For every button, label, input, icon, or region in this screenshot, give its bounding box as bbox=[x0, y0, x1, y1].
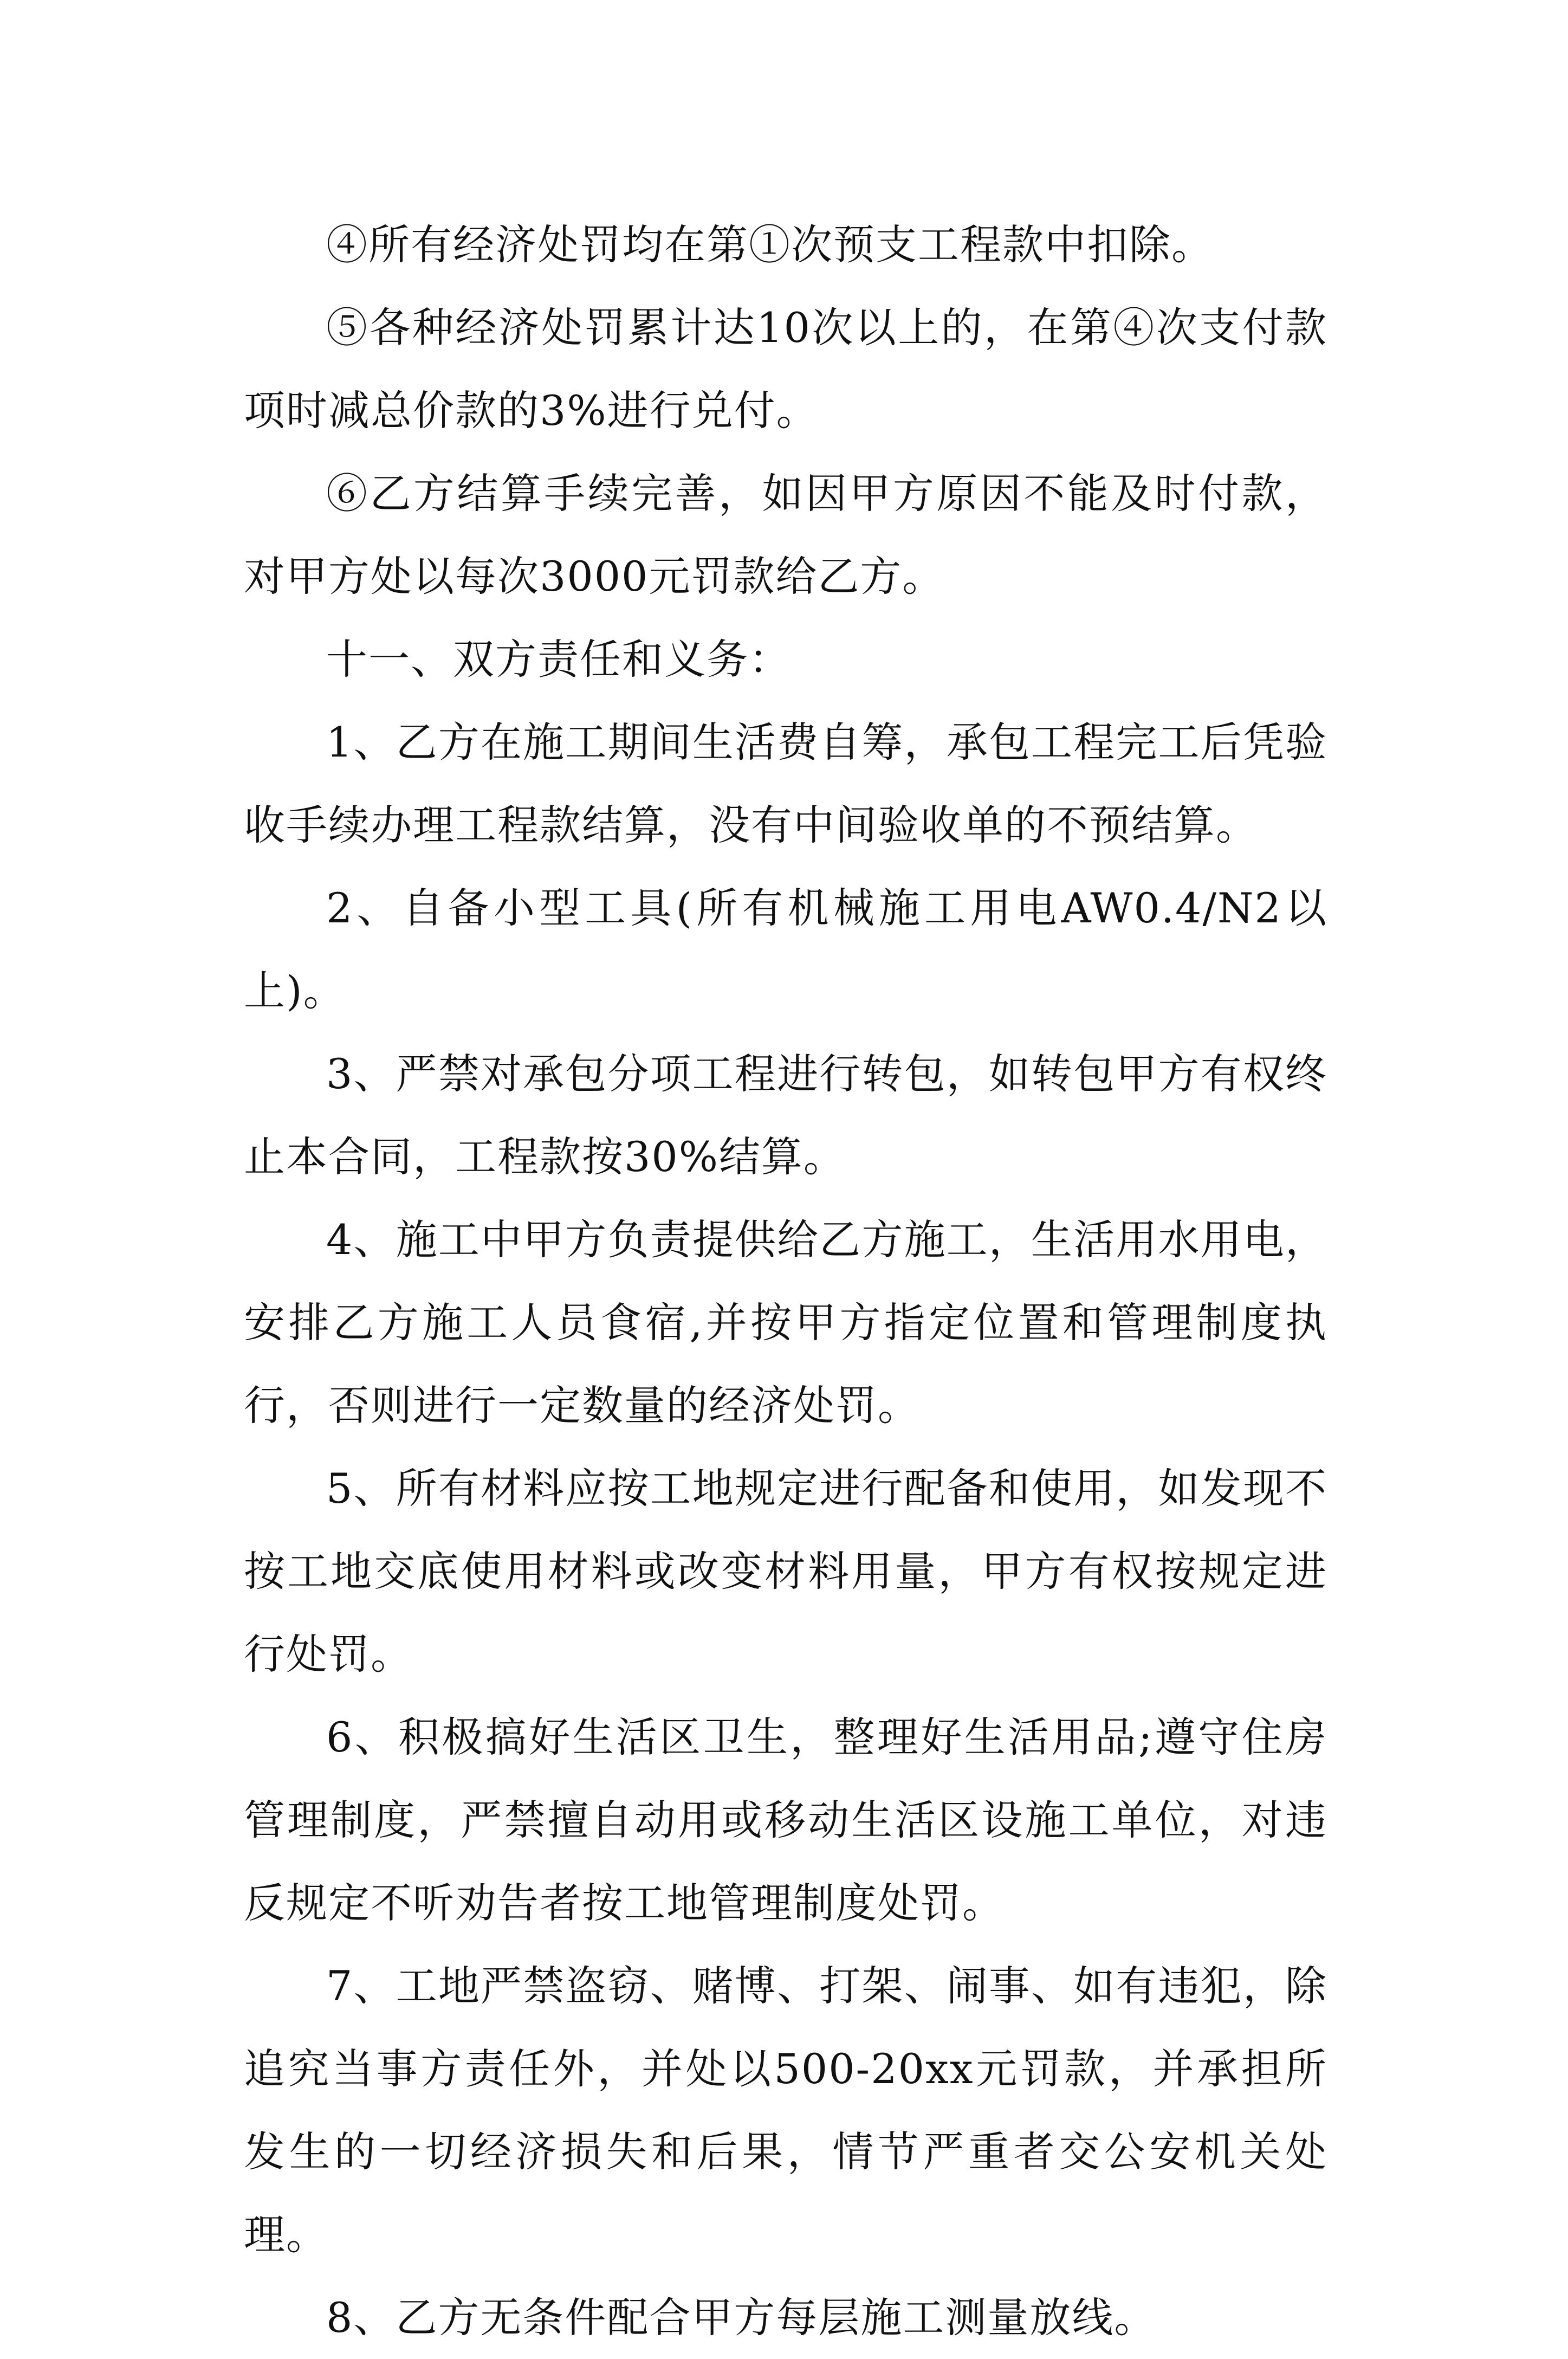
section-heading: 十一、双方责任和义务： bbox=[326, 635, 791, 683]
paragraph: 7、工地严禁盗窃、赌博、打架、闹事、如有违犯，除追究当事方责任外，并处以500-20xx元罚款，并承担所发生的一切经济损失和后果，情节严重者交公安机关处理。 bbox=[244, 1962, 1327, 2259]
paragraph: 3、严禁对承包分项工程进行转包，如转包甲方有权终止本合同，工程款按30%结算。 bbox=[244, 1050, 1327, 1181]
paragraph: ④所有经济处罚均在第①次预支工程款中扣除。 bbox=[326, 221, 1214, 269]
paragraph: 1、乙方在施工期间生活费自筹，承包工程完工后凭验收手续办理工程款结算，没有中间验收单的不预结算。 bbox=[244, 718, 1327, 849]
paragraph: 6、积极搞好生活区卫生，整理好生活用品;遵守住房管理制度，严禁擅自动用或移动生活区设施工单位，对违反规定不听劝告者按工地管理制度处罚。 bbox=[244, 1713, 1327, 1927]
document-page bbox=[244, 203, 1327, 2359]
paragraph: 4、施工中甲方负责提供给乙方施工，生活用水用电，安排乙方施工人员食宿,并按甲方指定位置和管理制度执行，否则进行一定数量的经济处罚。 bbox=[244, 1216, 1327, 1430]
paragraph: 8、乙方无条件配合甲方每层施工测量放线。 bbox=[326, 2293, 1157, 2342]
paragraph: ⑤各种经济处罚累计达10次以上的，在第④次支付款项时减总价款的3%进行兑付。 bbox=[244, 303, 1327, 435]
paragraph: 2、自备小型工具(所有机械施工用电AW0.4/N2以上)。 bbox=[244, 884, 1327, 1015]
paragraph: 5、所有材料应按工地规定进行配备和使用，如发现不按工地交底使用材料或改变材料用量，甲方有权按规定进行处罚。 bbox=[244, 1464, 1327, 1678]
paragraph: ⑥乙方结算手续完善，如因甲方原因不能及时付款，对甲方处以每次3000元罚款给乙方。 bbox=[244, 469, 1327, 600]
